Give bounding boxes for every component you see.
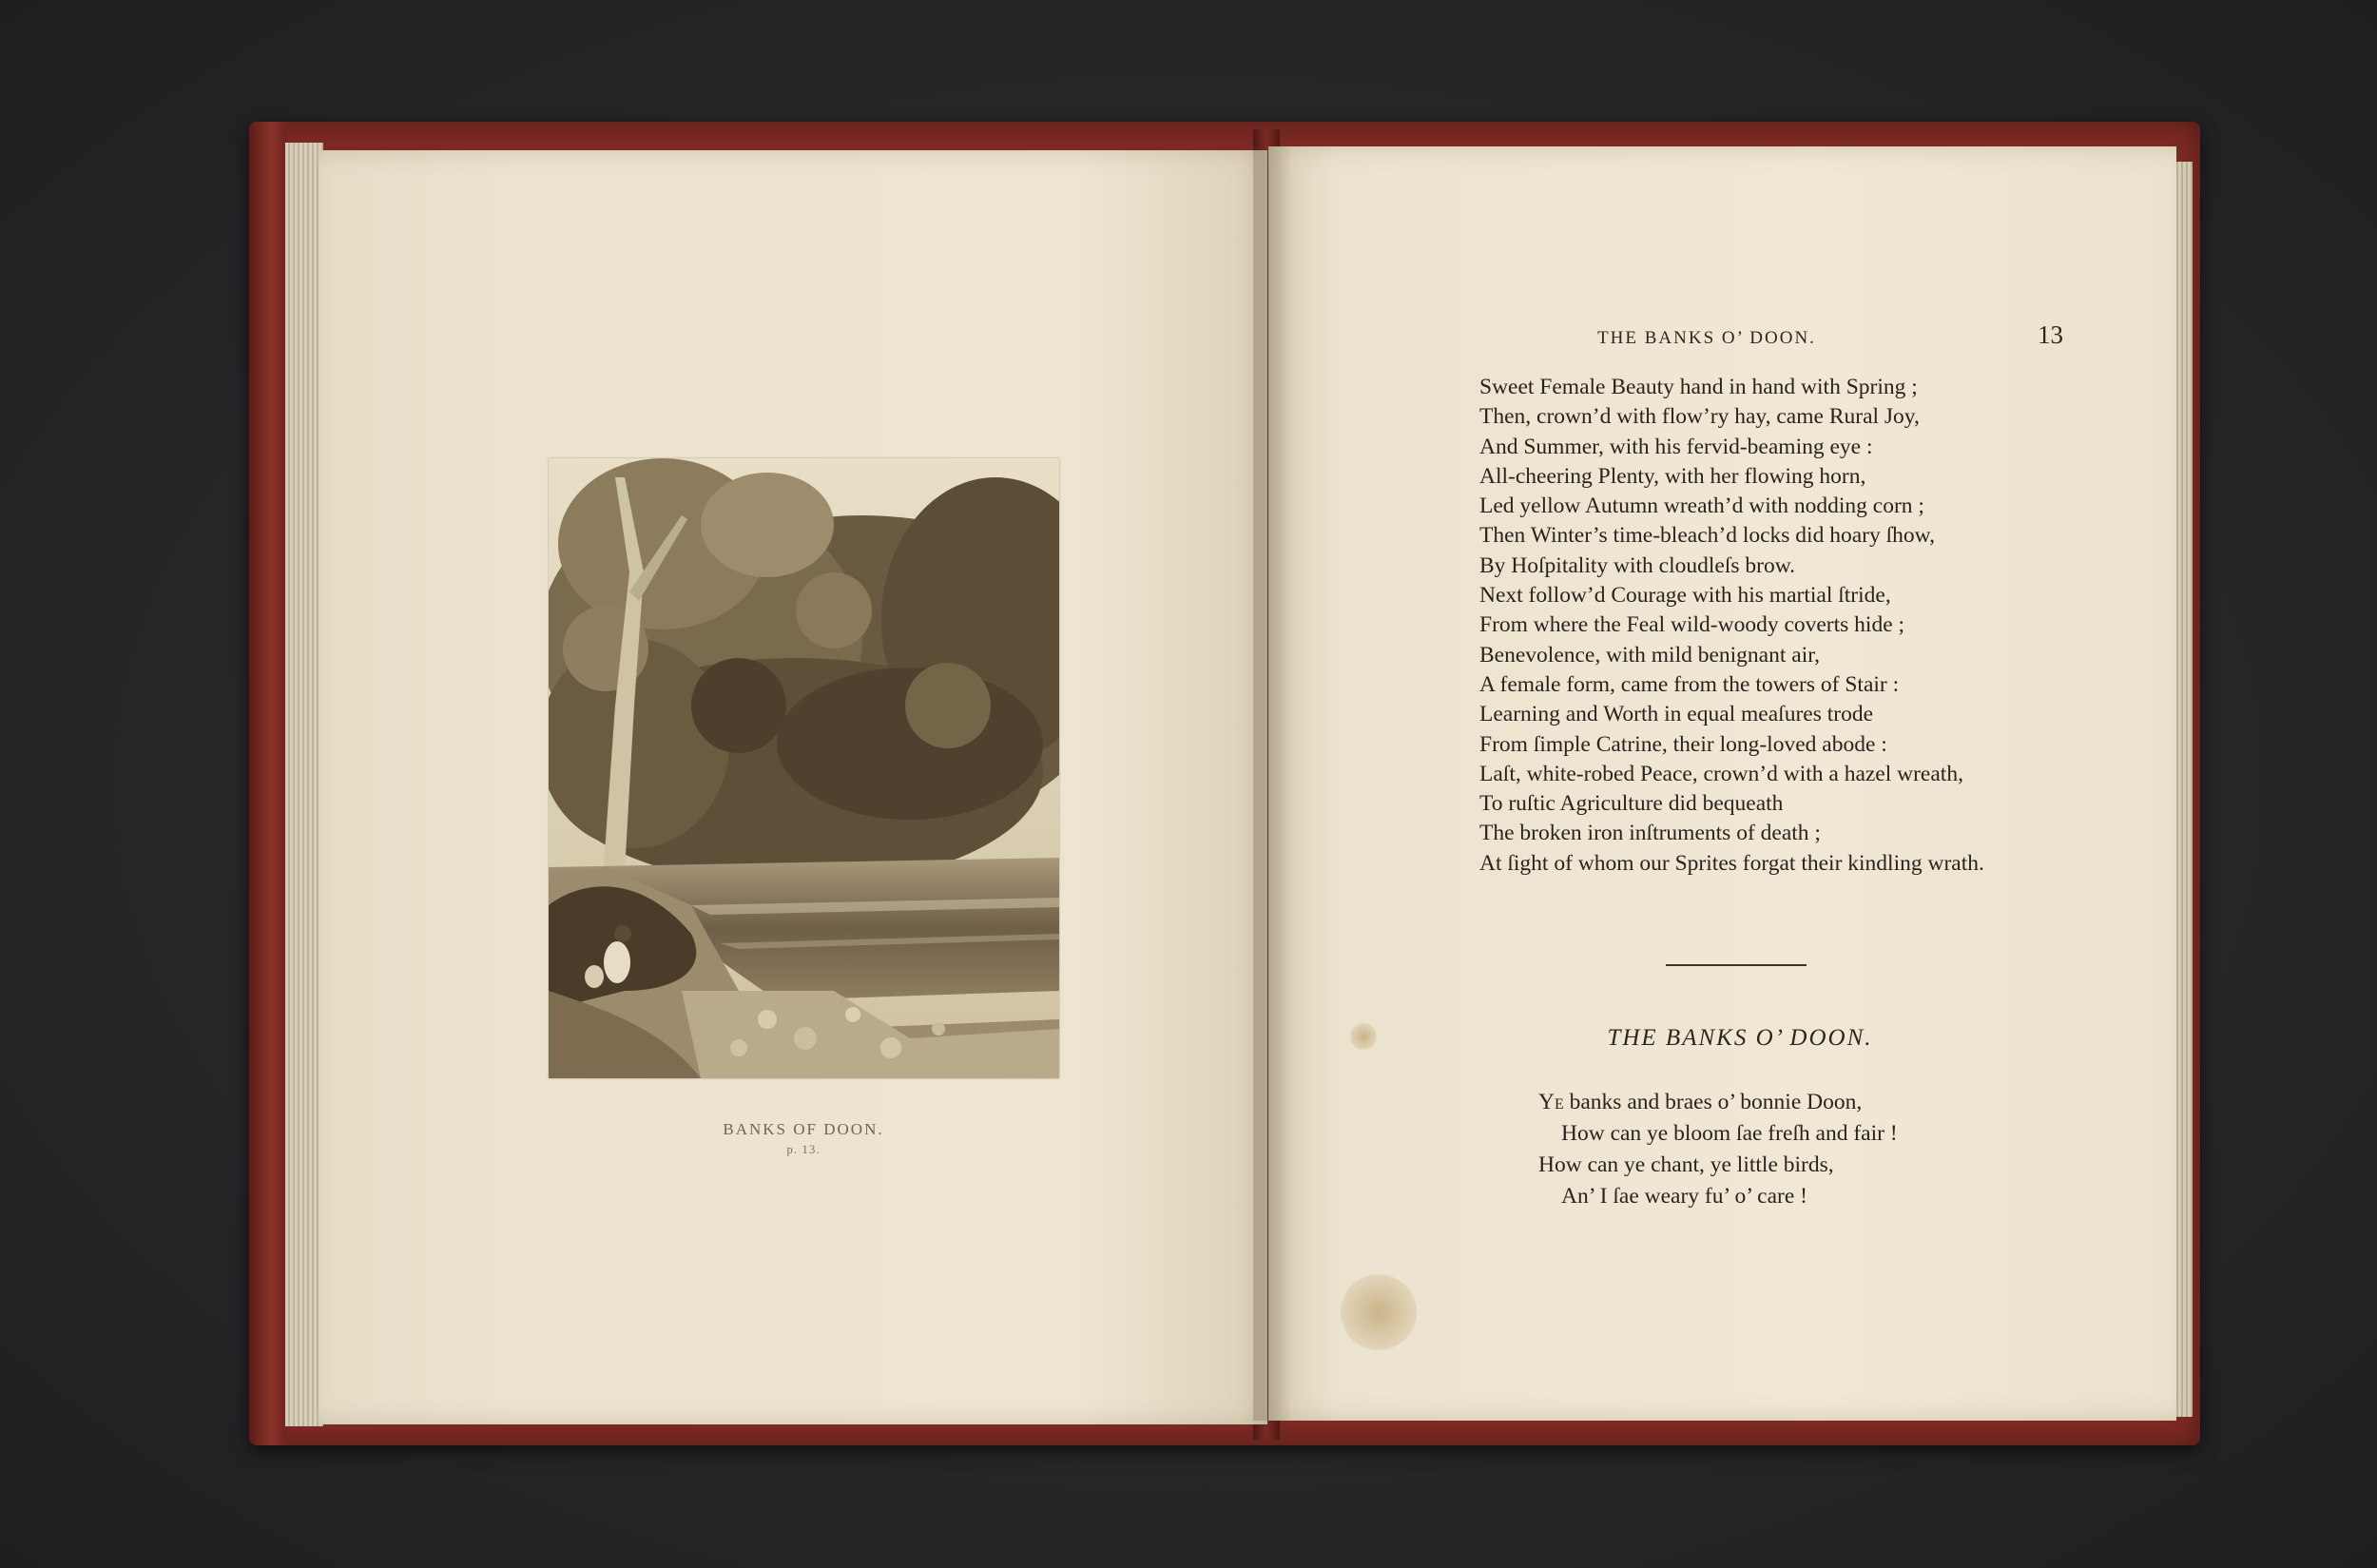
gutter-shadow [1253, 146, 1291, 1421]
verse-line: Laſt, white-robed Peace, crown’d with a hazel wreath, [1479, 761, 1963, 786]
plate-caption: BANKS OF DOON. [723, 1120, 884, 1138]
verse-line: Then, crown’d with flow’ry hay, came Rural Joy, [1479, 404, 1920, 430]
verse-line: At ſight of whom our Sprites forgat their kindling wrath. [1479, 850, 1984, 876]
verse-line: To ruſtic Agriculture did bequeath [1479, 791, 1784, 817]
stanza-line [1538, 1087, 2014, 1118]
verse-line: The broken iron inſtruments of death ; [1479, 821, 1821, 846]
running-head: THE BANKS O’ DOON. [1597, 328, 1816, 348]
stanza [1538, 1087, 2014, 1212]
plate-page-reference: p. 13. [786, 1142, 821, 1156]
poem-title: THE BANKS O’ DOON. [1607, 1025, 1873, 1051]
verse-line: By Hoſpitality with cloudleſs brow. [1479, 552, 1796, 578]
verse-line: And Summer, with his fervid-beaming eye : [1479, 434, 1873, 459]
stanza-line: How can ye bloom ſae freſh and fair ! [1561, 1121, 1898, 1146]
stanza-line: How can ye chant, ye little birds, [1538, 1152, 1834, 1177]
photograph-plate [549, 458, 1059, 1078]
foxing-stain [1341, 1274, 1417, 1350]
river-landscape-image [549, 458, 1059, 1078]
left-page-stack [285, 143, 323, 1426]
verse-block [1479, 373, 2164, 879]
page-number: 13 [2038, 320, 2063, 349]
verse-line: All-cheering Plenty, with her flowing horn, [1479, 463, 1866, 489]
right-page-stack [2174, 162, 2193, 1417]
verse-line: From where the Feal wild-woody coverts hide ; [1479, 612, 1905, 638]
verse-line: Benevolence, with mild benignant air, [1479, 642, 1820, 668]
verse-line: From ſimple Catrine, their long-loved abode : [1479, 731, 1887, 757]
verse-line: A female form, came from the towers of Stair : [1479, 671, 1900, 697]
verse-line: Next follow’d Courage with his martial ſtride, [1479, 583, 1891, 609]
stanza-line-text: banks and braes o’ bonnie Doon, [1563, 1090, 1863, 1114]
stanza-line: An’ I ſae weary fu’ o’ care ! [1561, 1184, 1807, 1209]
verse-line: Sweet Female Beauty hand in hand with Spring ; [1479, 375, 1918, 399]
foxing-stain [1350, 1023, 1377, 1050]
verse-line: Then Winter’s time-bleach’d locks did hoary ſhow, [1479, 523, 1935, 549]
verse-line: Learning and Worth in equal meaſures trode [1479, 702, 1874, 727]
verse-line: Led yellow Autumn wreath’d with nodding corn ; [1479, 494, 1924, 519]
section-divider [1666, 964, 1807, 966]
drop-word: Ye [1538, 1090, 1564, 1114]
cover-edge [249, 122, 287, 1445]
